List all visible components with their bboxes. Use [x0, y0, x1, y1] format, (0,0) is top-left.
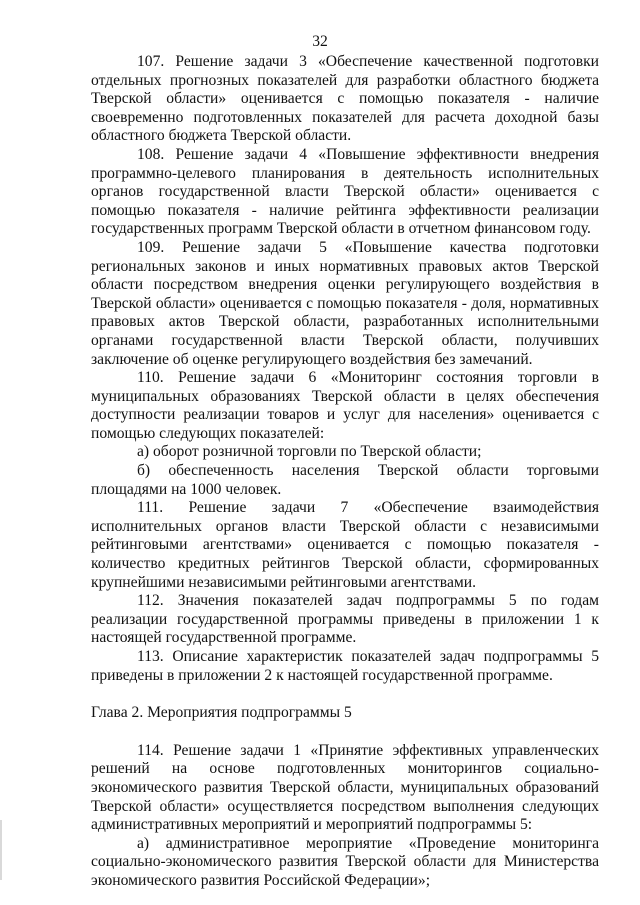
paragraph-108: 108. Решение задачи 4 «Повышение эффективности внедрения программно-целевого планирования в деятельность исполнительных органов государственной власти Тверской области» оценивается с помощью показателя - наличие рейтинга эффективности реализации государственных программ Тверской области в отчетном финансовом году.: [91, 145, 599, 238]
paragraph-110-item-a: а) оборот розничной торговли по Тверской области;: [137, 443, 482, 461]
paragraph-113: 113. Описание характеристик показателей задач подпрограммы 5 приведены в приложении 2 к настоящей государственной программе.: [91, 648, 599, 684]
page-number: 32: [312, 33, 328, 50]
paragraph-114: 114. Решение задачи 1 «Принятие эффективных управленческих решений на основе подготовленных мониторингов социально-экономического развития Тверской области, муниципальных образований Тверской области» осуществляется посредством выполнения следующих административных мероприятий и мероприятий подпрограммы 5:: [91, 741, 599, 834]
paragraph-112: 112. Значения показателей задач подпрограммы 5 по годам реализации государственной программы приведены в приложении 1 к настоящей государственной программе.: [91, 592, 599, 647]
scan-edge-mark: [0, 820, 2, 880]
paragraph-114-item-a: а) административное мероприятие «Проведение мониторинга социально-экономического развития Тверской области для Министерства экономического развития Российской Федерации»;: [91, 834, 599, 889]
paragraph-107: 107. Решение задачи 3 «Обеспечение качественной подготовки отдельных прогнозных показателей для разработки областного бюджета Тверской области» оценивается с помощью показателя - наличие своевременно подготовленных показателей для расчета доходной базы областного бюджета Тверской области.: [91, 53, 599, 145]
paragraph-110: 110. Решение задачи 6 «Мониторинг состояния торговли в муниципальных образованиях Тверской области в целях обеспечения доступности реализации товаров и услуг для населения» оценивается с помощью следующих показателей:: [91, 369, 599, 442]
paragraph-110-item-b: б) обеспеченность населения Тверской области торговыми площадями на 1000 человек.: [91, 462, 599, 498]
paragraph-109: 109. Решение задачи 5 «Повышение качества подготовки региональных законов и иных нормативных правовых актов Тверской области посредством внедрения оценки регулирующего воздействия в Тверской области» оценивается с помощью показателя - доля, нормативных правовых актов Тверской области, разработанных исполнительными органами государственной власти Тверской области, получивших заключение об оценке регулирующего воздействия без замечаний.: [91, 238, 599, 368]
paragraph-111: 111. Решение задачи 7 «Обеспечение взаимодействия исполнительных органов власти Тверской области с независимыми рейтинговыми агентствами» оценивается с помощью показателя - количество кредитных рейтингов Тверской области, сформированных крупнейшими независимыми рейтинговыми агентствами.: [91, 499, 599, 591]
document-body: [91, 53, 599, 891]
chapter-heading: Глава 2. Мероприятия подпрограммы 5: [91, 704, 352, 722]
